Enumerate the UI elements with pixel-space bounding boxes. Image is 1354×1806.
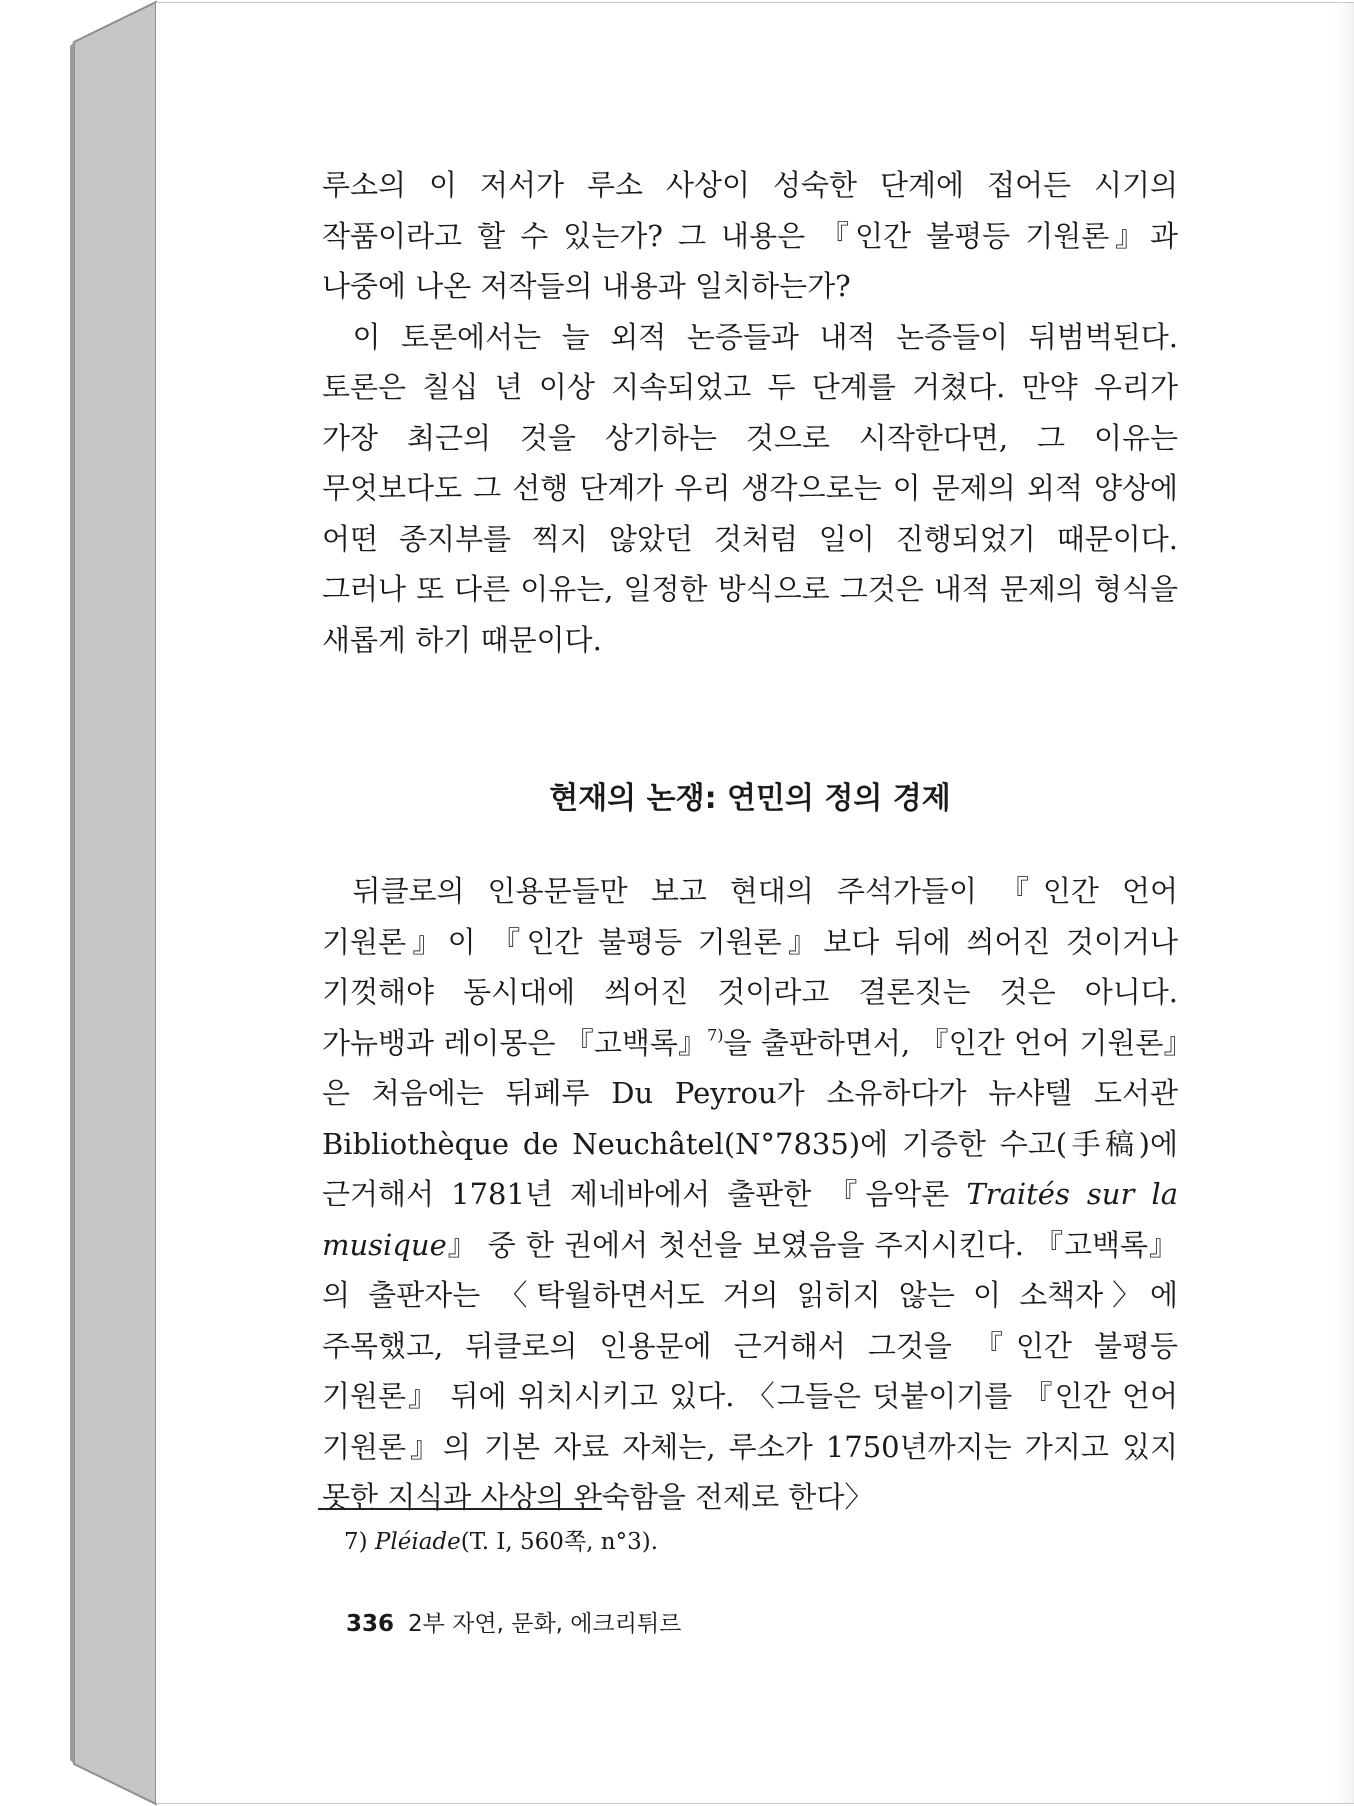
footnote-text: (T. I, 560쪽, n°3).: [460, 1529, 659, 1555]
section-heading: 현재의 논쟁: 연민의 정의 경제: [549, 781, 951, 816]
italic-title: Pléiade: [374, 1529, 461, 1555]
body-text: [322, 160, 1178, 665]
paragraph-text: 』 중 한 권에서 첫선을 보였음을 주지시킨다. 『고백록』의 출판자는 〈탁월하면서도 거의 읽히지 않는 이 소책자〉에 주목했고, 뒤클로의 인용문에 근거해서 그것을 『인간 불평등 기원론』 뒤에 위치시키고 있다. 〈그들은 덧붙이기를 『인간 언어 기원론』의 기본 자료 자체는, 루소가 1750년까지는 가지고 있지 못한 지식과 사상의 완숙함을 전제로 한다〉: [322, 1227, 1178, 1514]
book-spine: [0, 0, 160, 1806]
footnote-rule: [318, 1508, 602, 1510]
paragraph-2: [322, 312, 1178, 666]
footnote-text: 7): [344, 1529, 375, 1555]
spine-face: [74, 2, 156, 1804]
paragraph-text: 을 출판하면서, 『인간 언어 기원론』은 처음에는 뒤페루 Du Peyrou가 소유하다가 뉴샤텔 도서관 Bibliothèque de Neuchâtel(N°7835)에 기증한 수고(手稿)에 근거해서 1781년 제네바에서 출판한 『음악론: [322, 1025, 1178, 1211]
running-title: 2부 자연, 문화, 에크리튀르: [408, 1611, 682, 1637]
paragraph-text: 루소의 이 저서가 루소 사상이 성숙한 단계에 접어든 시기의 작품이라고 할 수 있는가? 그 내용은 『인간 불평등 기원론』과 나중에 나온 저작들의 내용과 일치하는가?: [322, 168, 1178, 303]
paragraph-text: 이 토론에서는 늘 외적 논증들과 내적 논증들이 뒤범벅된다. 토론은 칠십 년 이상 지속되었고 두 단계를 거쳤다. 만약 우리가 가장 최근의 것을 상기하는 것으로 시작한다면, 그 이유는 무엇보다도 그 선행 단계가 우리 생각으로는 이 문제의 외적 양상에 어떤 종지부를 찍지 않았던 것처럼 일이 진행되었기 때문이다. 그러나 또 다른 이유는, 일정한 방식으로 그것은 내적 문제의 형식을 새롭게 하기 때문이다.: [322, 319, 1178, 657]
spine-shadow: [70, 42, 74, 1764]
page-footer: [346, 1604, 681, 1644]
footnote: [344, 1520, 658, 1564]
italic-title: Traités sur la musique: [322, 1177, 1178, 1262]
footnote-marker: 7): [707, 1024, 724, 1044]
page-number: 336: [346, 1611, 395, 1637]
paragraph-text: 뒤클로의 인용문들만 보고 현대의 주석가들이 『인간 언어 기원론』이 『인간 불평등 기원론』보다 뒤에 씌어진 것이거나 기껏해야 동시대에 씌어진 것이라고 결론짓는 것은 아니다. 가뉴뱅과 레이몽은 『고백록』: [322, 874, 1178, 1060]
paragraph-1: [322, 160, 1178, 312]
body-text-lower: [322, 866, 1178, 1523]
paragraph-3: [322, 866, 1178, 1523]
